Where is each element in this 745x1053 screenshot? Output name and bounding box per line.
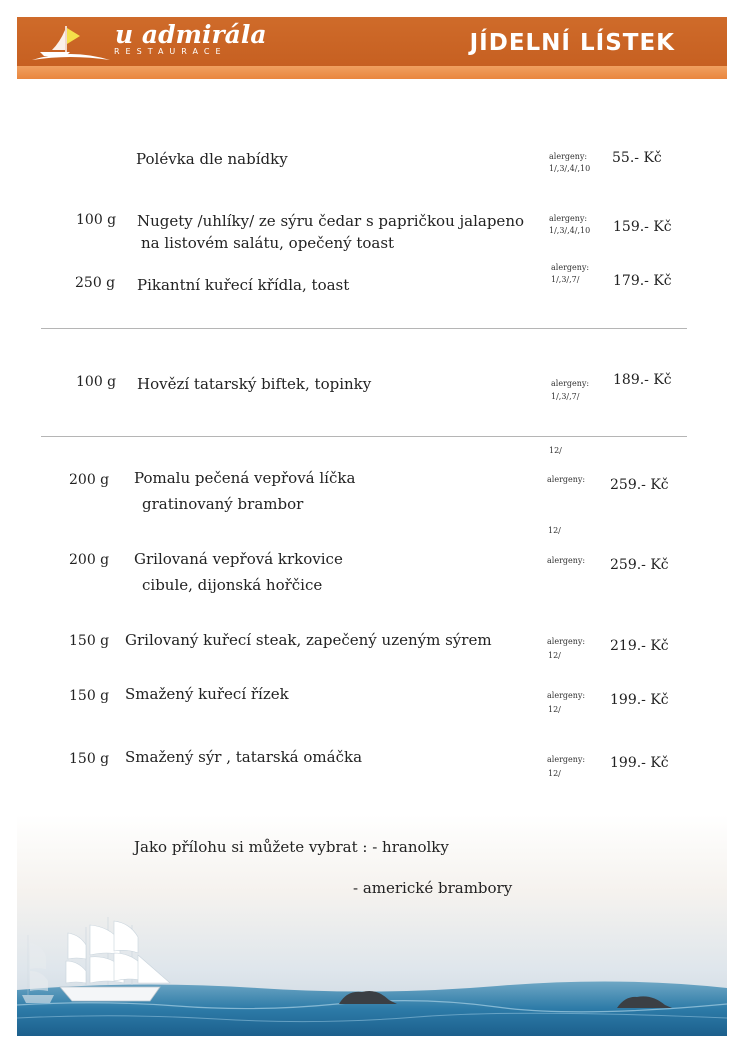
dish-name: Nugety /uhlíky/ ze sýru čedar s papričkou jalapeno [137,212,525,230]
dish-weight: 150 g [69,751,110,767]
dish-weight: 100 g [76,374,117,390]
section-divider [41,436,687,437]
allergen-label: alergeny: [547,475,586,484]
dish-price: 199.- Kč [610,755,669,771]
allergen-label: alergeny: [547,556,586,565]
dish-weight: 200 g [69,552,110,568]
allergen-codes: 12/ [548,651,561,660]
dish-name: Smažený kuřecí řízek [125,685,289,703]
dish-name: Hovězí tatarský biftek, topinky [137,375,372,393]
dish-price: 259.- Kč [610,477,669,493]
dish-weight: 250 g [75,275,116,291]
dish-price: 189.- Kč [613,372,672,388]
dish-price: 199.- Kč [610,692,669,708]
allergen-label: alergeny: [549,214,588,223]
dish-name: Pikantní kuřecí křídla, toast [137,276,350,294]
dish-description: na listovém salátu, opečený toast [141,234,395,252]
section-divider [41,328,687,329]
dish-weight: 200 g [69,472,110,488]
page-title: JÍDELNÍ LÍSTEK [469,30,675,56]
logo-title: u admirála [115,20,267,49]
dish-name: Smažený sýr , tatarská omáčka [125,748,363,766]
allergen-codes: 1/,3/,4/,10 [549,226,591,235]
dish-description: gratinovaný brambor [142,495,304,513]
dish-price: 179.- Kč [613,273,672,289]
side-dish-intro: Jako přílohu si můžete vybrat : - hranolky [134,838,449,856]
dish-price: 219.- Kč [610,638,669,654]
sailboat-logo-icon [30,22,112,64]
allergen-label: alergeny: [551,263,590,272]
dish-price: 159.- Kč [613,219,672,235]
allergen-label: alergeny: [547,691,586,700]
allergen-label: alergeny: [551,379,590,388]
dish-weight: 150 g [69,688,110,704]
header-stripe [17,66,727,79]
allergen-label: alergeny: [547,755,586,764]
dish-description: cibule, dijonská hořčice [142,576,323,594]
allergen-codes: 12/ [549,446,562,455]
allergen-codes: 1/,3/,4/,10 [549,164,591,173]
dish-price: 259.- Kč [610,557,669,573]
dish-weight: 100 g [76,212,117,228]
allergen-label: alergeny: [549,152,588,161]
dish-name: Pomalu pečená vepřová líčka [134,469,356,487]
dish-name: Polévka dle nabídky [136,150,288,168]
sailing-ship-icon [20,915,180,1025]
dish-price: 55.- Kč [612,150,662,166]
dish-name: Grilovaný kuřecí steak, zapečený uzeným sýrem [125,631,492,649]
allergen-codes: 1/,3/,7/ [551,392,580,401]
allergen-codes: 1/,3/,7/ [551,275,580,284]
allergen-codes: 12/ [548,705,561,714]
allergen-codes: 12/ [548,769,561,778]
logo-subtitle: RESTAURACE [114,47,227,56]
dish-name: Grilovaná vepřová krkovice [134,550,343,568]
allergen-codes: 12/ [548,526,561,535]
allergen-label: alergeny: [547,637,586,646]
dish-weight: 150 g [69,633,110,649]
side-dish-option: - americké brambory [353,879,513,897]
